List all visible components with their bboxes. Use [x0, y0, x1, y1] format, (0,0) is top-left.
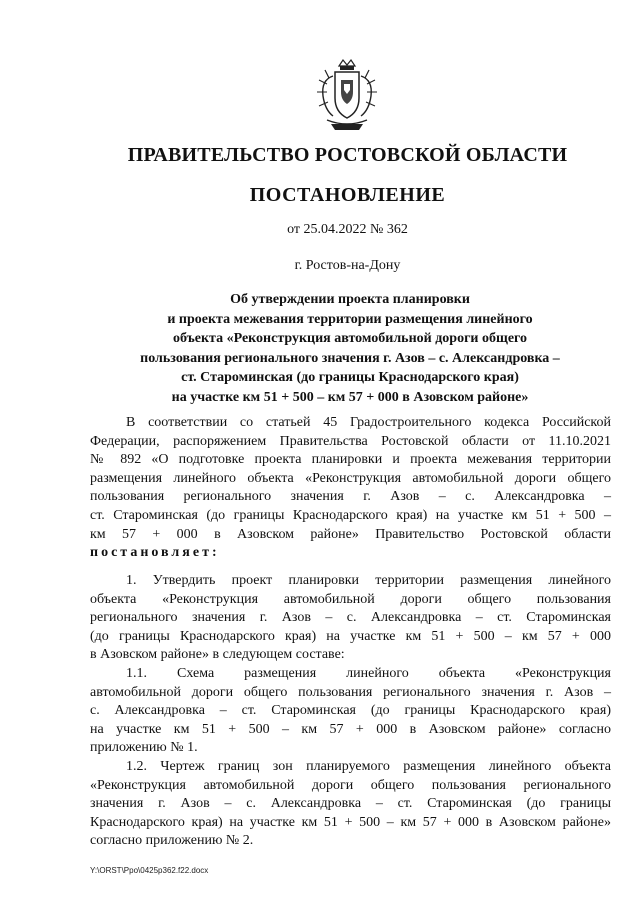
coat-of-arms-icon — [313, 58, 381, 134]
file-path-footer: Y:\ORST\Ppo\0425p362.f22.docx — [90, 866, 209, 875]
text-line: (до границы Краснодарского края) на участке км 51 + 500 – км 57 + 000 — [90, 628, 611, 644]
preamble-paragraph — [90, 414, 611, 563]
title-line: объекта «Реконструкция автомобильной дороги общего — [172, 331, 528, 346]
text-line: размещения линейного объекта «Реконструкция автомобильной дороги общего — [90, 470, 611, 486]
organization-name: ПРАВИТЕЛЬСТВО РОСТОВСКОЙ ОБЛАСТИ — [127, 144, 568, 166]
text-line: объекта «Реконструкция автомобильной дороги общего пользования — [90, 591, 611, 607]
text-line: с. Александровка – ст. Староминская (до границы Краснодарского края) — [90, 703, 611, 719]
text-line: В соответствии со статьей 45 Градостроительного кодекса Российской — [126, 415, 611, 430]
title-line: и проекта межевания территории размещения линейного — [167, 311, 533, 327]
text-line: на участке км 51 + 500 – км 57 + 000 в Азовском районе» согласно — [90, 721, 611, 737]
text-line: регионального значения г. Азов – с. Александровка – ст. Староминская — [90, 610, 611, 626]
place-of-issue: г. Ростов-на-Дону — [294, 258, 401, 273]
date-and-number: от 25.04.2022 № 362 — [287, 222, 408, 237]
text-line: км 57 + 000 в Азовском районе» Правительство Ростовской области — [90, 526, 611, 542]
text-line: в Азовском районе» в следующем составе: — [90, 647, 345, 663]
text-line: ст. Староминская (до границы Краснодарского края) на участке км 51 + 500 – — [90, 507, 611, 523]
title-line: Об утверждении проекта планировки — [230, 292, 470, 307]
text-line: № 892 «О подготовке проекта планировки и проекта межевания территории — [90, 452, 611, 468]
text-line: Федерации, распоряжением Правительства Ростовской области от 11.10.2021 — [90, 433, 611, 449]
title-line: пользования регионального значения г. Азов – с. Александровка – — [140, 350, 560, 366]
clauses-section — [90, 572, 611, 851]
text-line: «Реконструкция автомобильной дороги общего пользования регионального — [90, 777, 611, 793]
text-line: автомобильной дороги общего пользования регионального значения г. Азов – — [90, 684, 611, 700]
text-line: 1. Утвердить проект планировки территории размещения линейного — [126, 573, 611, 588]
document-type: ПОСТАНОВЛЕНИЕ — [249, 184, 446, 206]
text-line: значения г. Азов – с. Александровка – ст. Староминская (до границы — [90, 796, 611, 812]
text-line: согласно приложению № 2. — [90, 833, 254, 849]
text-line: Краснодарского края) на участке км 51 + 500 – км 57 + 000 в Азовском районе» — [90, 814, 611, 830]
text-line: приложению № 1. — [90, 740, 198, 756]
title-line: ст. Староминская (до границы Краснодарского края) — [181, 370, 519, 385]
resolves-word: постановляет: — [90, 545, 220, 561]
document-title — [90, 290, 610, 407]
text-line: 1.1. Схема размещения линейного объекта «Реконструкция — [126, 665, 611, 681]
text-line: 1.2. Чертеж границ зон планируемого размещения линейного объекта — [126, 758, 611, 774]
title-line: на участке км 51 + 500 – км 57 + 000 в Азовском районе» — [171, 389, 529, 405]
text-line: пользования регионального значения г. Азов – с. Александровка – — [90, 489, 611, 505]
